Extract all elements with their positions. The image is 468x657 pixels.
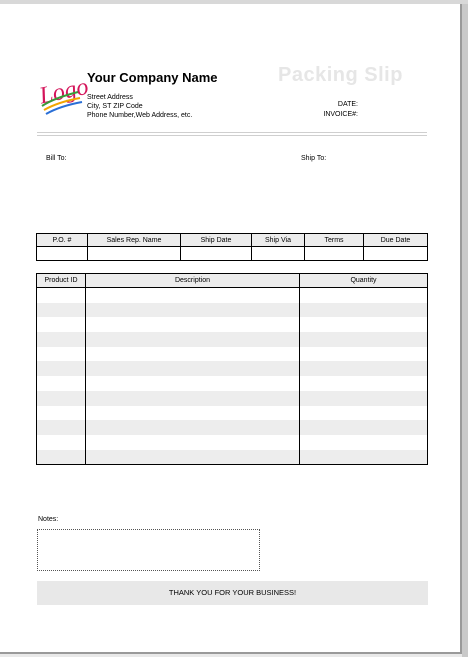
- col-terms: Terms: [305, 234, 364, 247]
- due-date-value[interactable]: [364, 247, 428, 261]
- table-row: [37, 376, 428, 391]
- city-state-zip: City, ST ZIP Code: [87, 103, 143, 110]
- product-id-cell[interactable]: [37, 303, 86, 318]
- product-id-cell[interactable]: [37, 317, 86, 332]
- col-po: P.O. #: [37, 234, 88, 247]
- ship-date-value[interactable]: [181, 247, 252, 261]
- quantity-cell[interactable]: [300, 376, 428, 391]
- product-id-cell[interactable]: [37, 450, 86, 465]
- items-header-row: [37, 274, 428, 288]
- contact-info: Phone Number,Web Address, etc.: [87, 112, 193, 119]
- quantity-cell[interactable]: [300, 391, 428, 406]
- description-cell[interactable]: [86, 435, 300, 450]
- items-body: [37, 288, 428, 465]
- quantity-cell[interactable]: [300, 317, 428, 332]
- logo-text: Logo: [37, 73, 91, 110]
- col-product-id: Product ID: [37, 274, 86, 288]
- description-cell[interactable]: [86, 376, 300, 391]
- items-table: [36, 273, 428, 465]
- quantity-cell[interactable]: [300, 420, 428, 435]
- header-divider: [37, 132, 427, 133]
- quantity-cell[interactable]: [300, 450, 428, 465]
- quantity-cell[interactable]: [300, 347, 428, 362]
- po-value[interactable]: [37, 247, 88, 261]
- bill-to-label: Bill To:: [46, 155, 67, 162]
- ship-to-label: Ship To:: [301, 155, 327, 162]
- scrollbar[interactable]: [462, 4, 468, 657]
- quantity-cell[interactable]: [300, 361, 428, 376]
- table-row: [37, 303, 428, 318]
- description-cell[interactable]: [86, 317, 300, 332]
- table-row: [37, 347, 428, 362]
- product-id-cell[interactable]: [37, 391, 86, 406]
- product-id-cell[interactable]: [37, 361, 86, 376]
- table-row: [37, 406, 428, 421]
- description-cell[interactable]: [86, 391, 300, 406]
- order-value-row: [37, 247, 428, 261]
- description-cell[interactable]: [86, 288, 300, 303]
- notes-label: Notes:: [38, 516, 59, 523]
- product-id-cell[interactable]: [37, 435, 86, 450]
- description-cell[interactable]: [86, 332, 300, 347]
- description-cell[interactable]: [86, 347, 300, 362]
- col-ship-via: Ship Via: [252, 234, 305, 247]
- description-cell[interactable]: [86, 406, 300, 421]
- thank-you-banner: THANK YOU FOR YOUR BUSINESS!: [37, 581, 428, 605]
- quantity-cell[interactable]: [300, 288, 428, 303]
- table-row: [37, 450, 428, 465]
- description-cell[interactable]: [86, 450, 300, 465]
- product-id-cell[interactable]: [37, 406, 86, 421]
- product-id-cell[interactable]: [37, 288, 86, 303]
- company-name: Your Company Name: [87, 70, 218, 85]
- col-due-date: Due Date: [364, 234, 428, 247]
- street-address: Street Address: [87, 94, 133, 101]
- sales-rep-value[interactable]: [88, 247, 181, 261]
- col-description: Description: [86, 274, 300, 288]
- order-header-row: [37, 234, 428, 247]
- table-row: [37, 420, 428, 435]
- description-cell[interactable]: [86, 303, 300, 318]
- order-info-table: [36, 233, 428, 261]
- description-cell[interactable]: [86, 420, 300, 435]
- col-ship-date: Ship Date: [181, 234, 252, 247]
- product-id-cell[interactable]: [37, 420, 86, 435]
- header-divider-2: [37, 135, 427, 136]
- col-sales-rep: Sales Rep. Name: [88, 234, 181, 247]
- quantity-cell[interactable]: [300, 435, 428, 450]
- table-row: [37, 435, 428, 450]
- col-quantity: Quantity: [300, 274, 428, 288]
- product-id-cell[interactable]: [37, 347, 86, 362]
- quantity-cell[interactable]: [300, 332, 428, 347]
- table-row: [37, 288, 428, 303]
- table-row: [37, 391, 428, 406]
- terms-value[interactable]: [305, 247, 364, 261]
- notes-box[interactable]: [37, 529, 260, 571]
- date-label: DATE:: [337, 101, 358, 108]
- invoice-label: INVOICE#:: [323, 111, 358, 118]
- quantity-cell[interactable]: [300, 406, 428, 421]
- table-row: [37, 361, 428, 376]
- quantity-cell[interactable]: [300, 303, 428, 318]
- document-title: Packing Slip: [278, 64, 403, 86]
- company-logo: [37, 72, 91, 118]
- product-id-cell[interactable]: [37, 376, 86, 391]
- table-row: [37, 332, 428, 347]
- table-row: [37, 317, 428, 332]
- description-cell[interactable]: [86, 361, 300, 376]
- ship-via-value[interactable]: [252, 247, 305, 261]
- product-id-cell[interactable]: [37, 332, 86, 347]
